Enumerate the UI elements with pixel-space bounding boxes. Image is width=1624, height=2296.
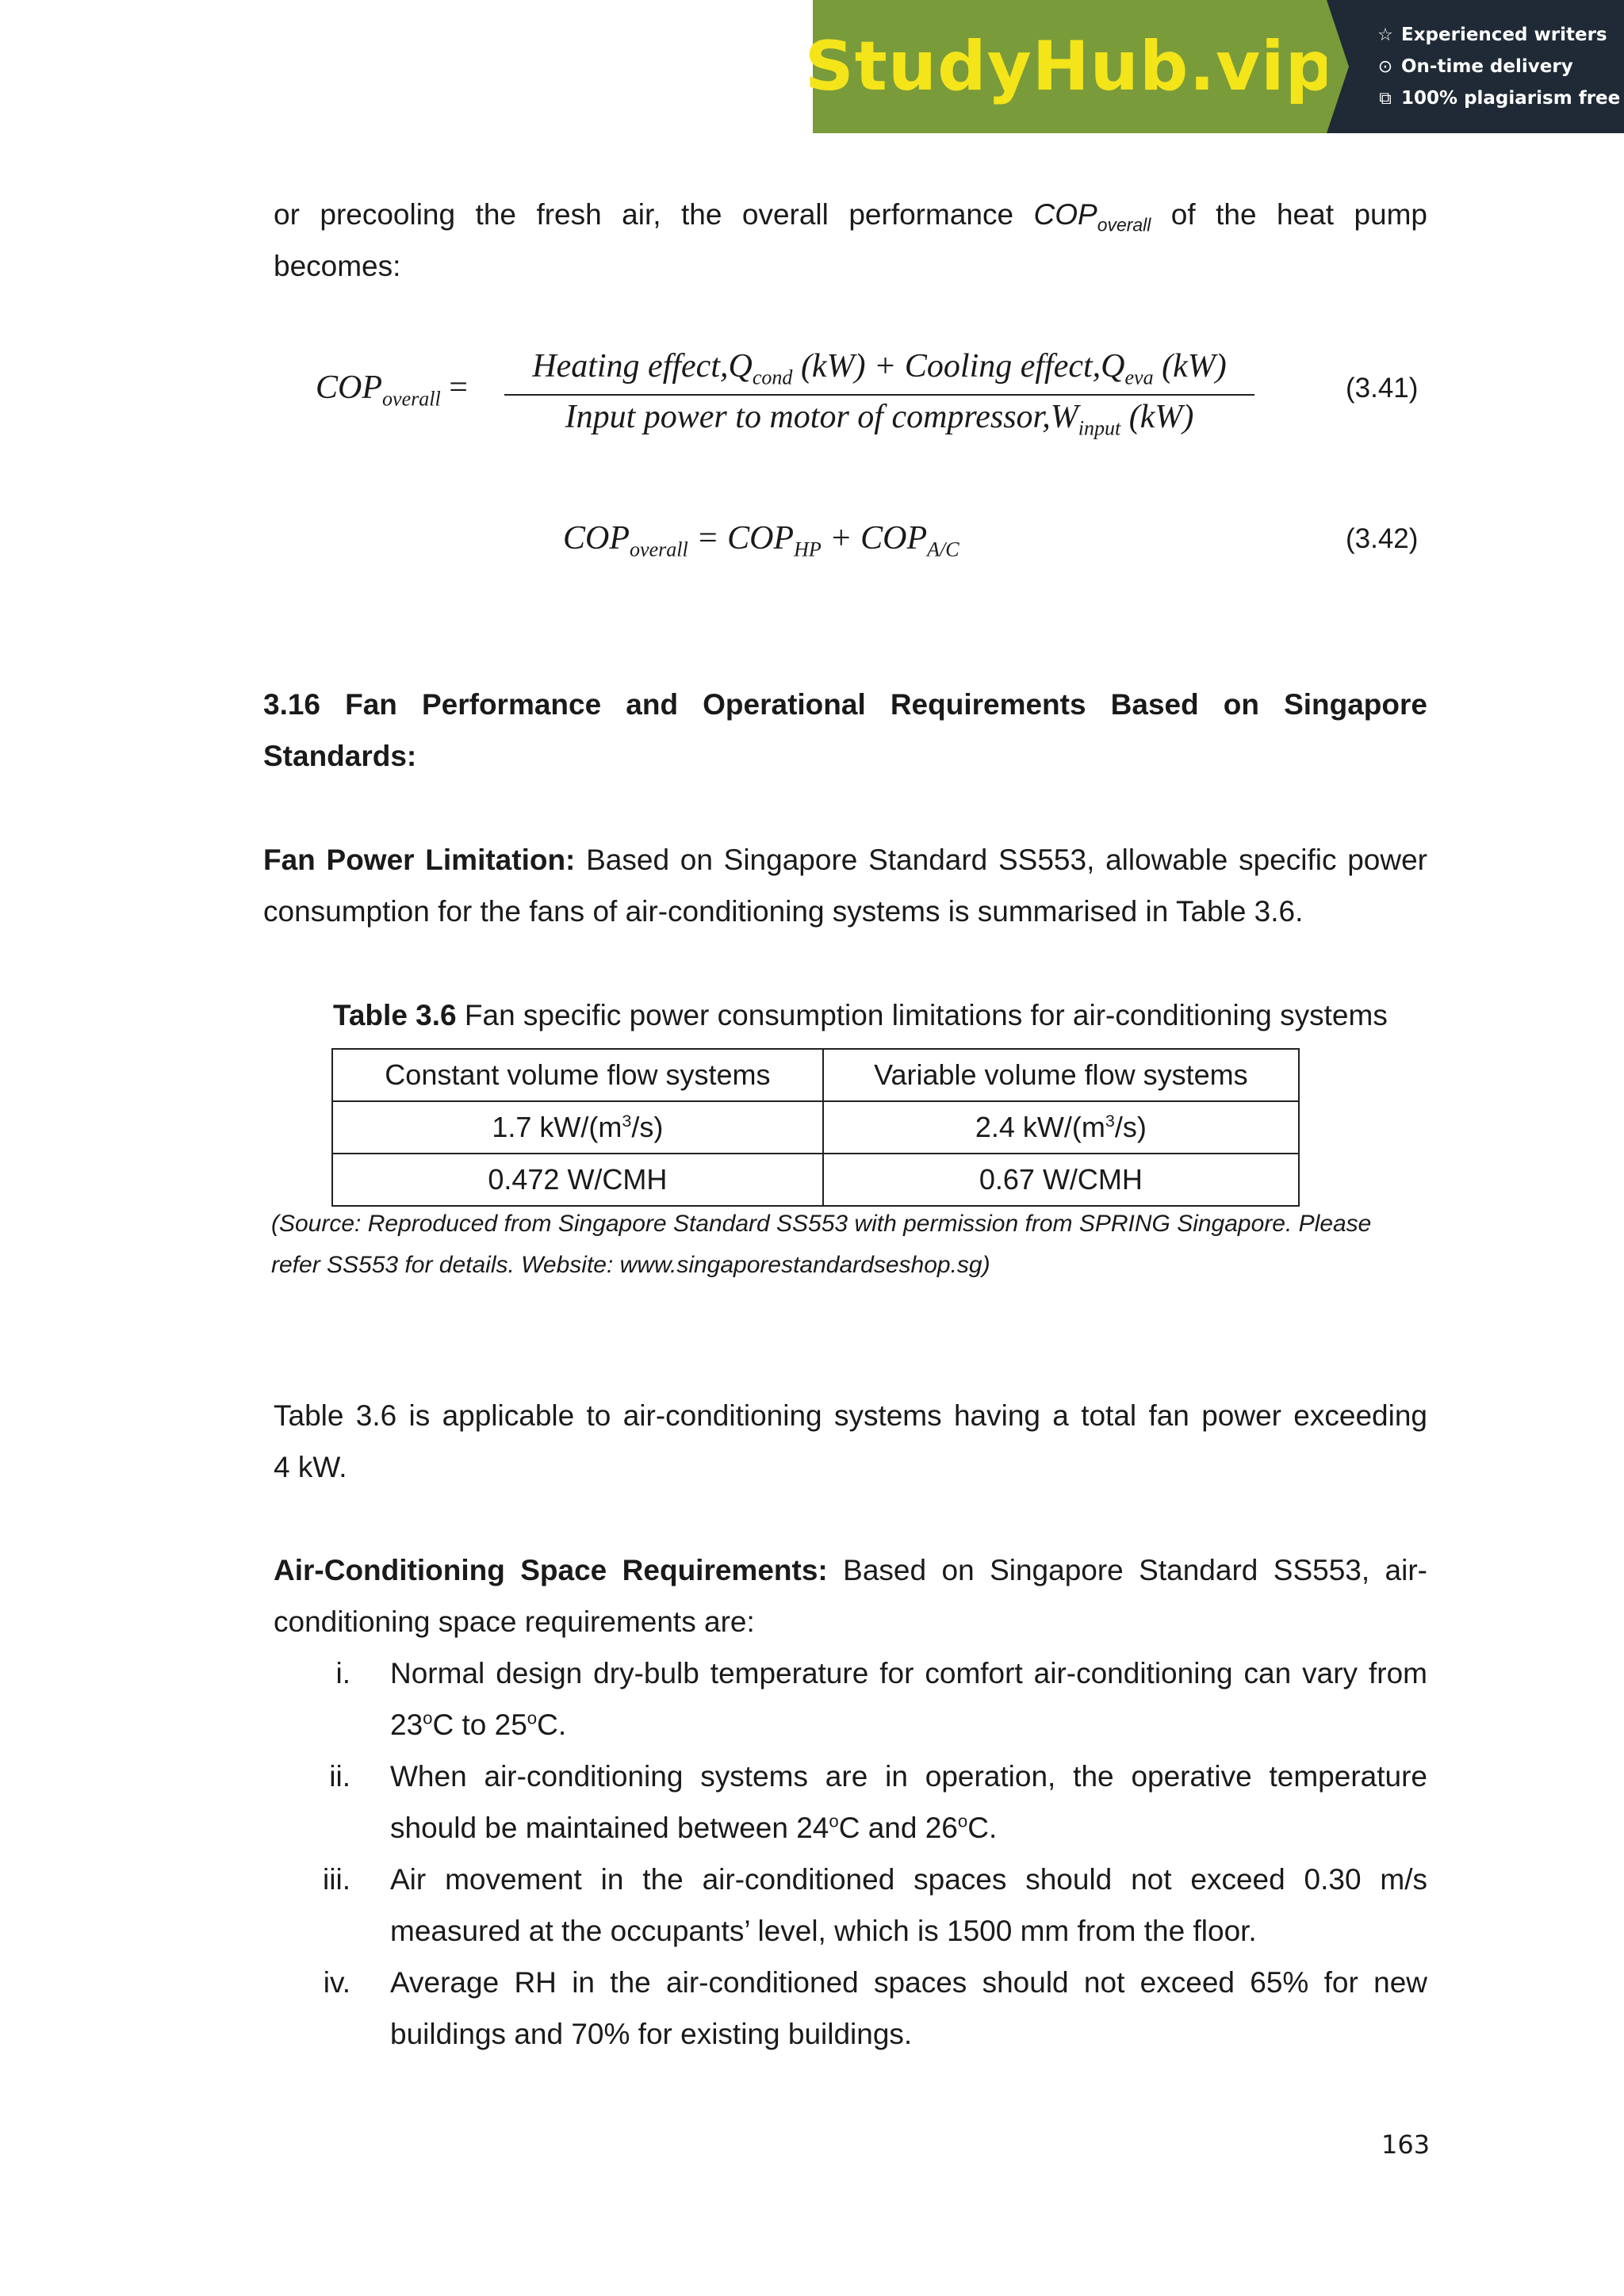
table-header-cell: Constant volume flow systems bbox=[332, 1049, 823, 1101]
section-heading-line-2: Standards: bbox=[263, 740, 417, 772]
list-item: Normal design dry-bulb temperature for comfort air-conditioning can vary from 23$^o$C to 25$^o$C. bbox=[390, 1657, 1427, 1741]
table-cell: 0.472 W/CMH bbox=[332, 1154, 823, 1206]
equation-3-41-lhs: $COP_{overall}$ = bbox=[316, 369, 468, 411]
applicability-line-1: Table 3.6 is applicable to air-conditioning systems having a total fan power exceeding bbox=[274, 1399, 1427, 1432]
equation-number-3-42: (3.42) bbox=[1346, 523, 1419, 554]
studyhub-banner[interactable] bbox=[804, 0, 1624, 133]
space-req-line-2: conditioning space requirements are: bbox=[274, 1605, 755, 1638]
list-number: iv. bbox=[323, 1966, 350, 1999]
copy-icon: ⧉ bbox=[1379, 88, 1392, 109]
brand-logo[interactable]: StudyHub.vip bbox=[804, 27, 1335, 106]
table-caption: Table 3.6 Fan specific power consumption limitations for air-conditioning systems bbox=[333, 999, 1388, 1031]
table-source-line-2: refer SS553 for details. Website: www.singaporestandardseshop.sg) bbox=[271, 1252, 990, 1278]
clock-icon: ⊙ bbox=[1377, 56, 1393, 77]
equation-3-42: $COP_{overall} = COP_{HP} + COP_{A/C}$ bbox=[563, 520, 959, 561]
table-header-row bbox=[332, 1049, 1299, 1101]
table-source-line-1: (Source: Reproduced from Singapore Standard SS553 with permission from SPRING Singapore. Please bbox=[271, 1211, 1372, 1237]
fan-power-table bbox=[331, 1048, 1300, 1207]
applicability-line-2: 4 kW. bbox=[274, 1451, 347, 1483]
table-row bbox=[332, 1101, 1299, 1154]
fraction-bar bbox=[504, 394, 1254, 396]
intro-line-2: becomes: bbox=[274, 250, 401, 282]
list-number: ii. bbox=[329, 1760, 350, 1793]
cop-overall-inline: $COP_{overall}$ bbox=[1033, 198, 1151, 235]
table-header-cell: Variable volume flow systems bbox=[823, 1049, 1299, 1101]
brand-block[interactable] bbox=[804, 0, 1335, 133]
equation-3-41-numerator: Heating $effect,Q_{cond}$ (kW) + Cooling $effect,Q_{eva}$ (kW) bbox=[532, 348, 1227, 389]
fan-power-line-2: consumption for the fans of air-conditioning systems is summarised in Table 3.6. bbox=[263, 895, 1304, 928]
list-number: i. bbox=[335, 1657, 350, 1689]
feature-item: ☆ Experienced writers bbox=[1376, 25, 1624, 45]
space-req-line-1: Air-Conditioning Space Requirements: Based on Singapore Standard SS553, air- bbox=[274, 1554, 1427, 1586]
features-block bbox=[1327, 0, 1624, 133]
list-item: Average RH in the air-conditioned spaces should not exceed 65% for new buildings and 70% for existing buildings. bbox=[390, 1966, 1427, 2050]
intro-line-1: or precooling the fresh air, the overall performance $COP_{overall}$ of the heat pump bbox=[274, 198, 1428, 235]
table-cell: 2.4 $kW/(m^3/s)$ bbox=[823, 1101, 1299, 1154]
feature-item: ⊙ On-time delivery bbox=[1376, 56, 1624, 77]
list-number: iii. bbox=[323, 1863, 350, 1896]
table-cell: 1.7 $kW/(m^3/s)$ bbox=[332, 1101, 823, 1154]
table-row bbox=[332, 1154, 1299, 1206]
fan-power-line-1: Fan Power Limitation: Based on Singapore Standard SS553, allowable specific power bbox=[263, 844, 1427, 876]
equation-number-3-41: (3.41) bbox=[1346, 373, 1419, 404]
table-cell: 0.67 W/CMH bbox=[823, 1154, 1299, 1206]
equation-3-41-denominator: Input power to motor of $compressor,W_{input}$ (kW) bbox=[565, 399, 1194, 440]
list-item: When air-conditioning systems are in operation, the operative temperature should be maintained between 24$^o$C and 26$^o$C. bbox=[390, 1760, 1427, 1844]
page-number: 163 bbox=[1381, 2130, 1431, 2160]
feature-item: ⧉ 100% plagiarism free bbox=[1376, 88, 1624, 109]
star-icon: ☆ bbox=[1377, 25, 1393, 45]
list-item: Air movement in the air-conditioned spaces should not exceed 0.30 m/s measured at the occupants’ level, which is 1500 mm from the floor. bbox=[390, 1863, 1427, 1947]
section-heading-line-1: 3.16 Fan Performance and Operational Requirements Based on Singapore bbox=[263, 688, 1427, 721]
